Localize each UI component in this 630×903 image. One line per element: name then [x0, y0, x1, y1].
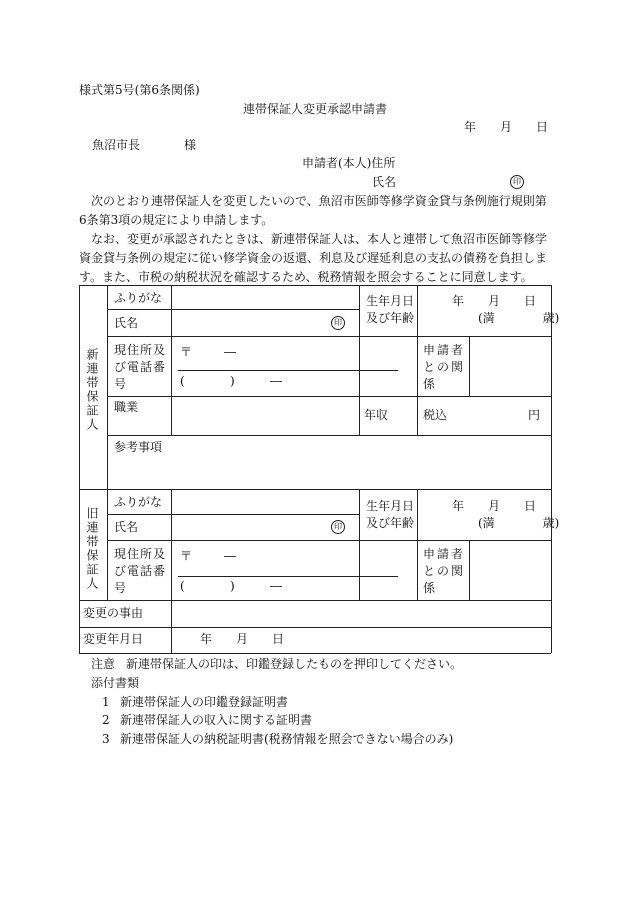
- applicant-seal-icon: 印: [510, 175, 524, 189]
- date-year: 年: [464, 120, 477, 134]
- consent-text: なお、変更が承認されたときは、新連帯保証人は、本人と連帯して魚沼市医師等修学資金貸与条例の規定に従い修学資金の返還、利息及び遅延利息の支払の債務を負担します。また、市税の納税状況を確認するため、税務情報を照会することに同意します。: [79, 232, 548, 284]
- intro-paragraph: [79, 192, 553, 230]
- attachment-text: 新連帯保証人の納税証明書(税務情報を照会できない場合のみ): [120, 732, 454, 746]
- old-postal-dash: ―: [224, 549, 236, 563]
- attachments-title: 添付書類: [91, 676, 140, 690]
- old-phone-paren-close: ): [230, 579, 235, 593]
- old-furigana-label: ふりがな: [114, 495, 163, 509]
- old-address-phone-label: 現住所及び電話番号: [114, 547, 167, 595]
- new-furigana-label: ふりがな: [114, 291, 163, 305]
- new-postal-mark: 〒: [180, 345, 193, 359]
- attachment-text: 新連帯保証人の印鑑登録証明書: [120, 695, 289, 709]
- new-income-yen: 円: [528, 408, 541, 422]
- attachment-num: 2: [102, 713, 110, 727]
- new-phone-paren-close: ): [230, 374, 235, 388]
- applicant-name-label: 氏名: [372, 175, 397, 189]
- date-day: 日: [536, 120, 549, 134]
- new-birthdate-label-1: 生年月日: [366, 294, 415, 308]
- old-age-value: (満 歳): [478, 516, 560, 530]
- new-income-label: 年収: [364, 408, 389, 422]
- attachment-num: 3: [102, 732, 110, 746]
- new-guarantor-label: 新連帯保証人: [85, 348, 99, 432]
- new-phone-paren-open: (: [180, 374, 185, 388]
- change-date-label: 変更年月日: [83, 632, 144, 646]
- new-name-seal-icon: 印: [331, 316, 345, 330]
- new-birthdate-value: 年 月 日: [452, 294, 537, 308]
- new-occupation-label: 職業: [114, 400, 139, 414]
- form-title: 連帯保証人変更承認申請書: [243, 102, 388, 116]
- old-birthdate-label-2: 及び年齢: [366, 516, 415, 530]
- new-postal-dash: ―: [224, 345, 236, 359]
- old-name-label: 氏名: [114, 520, 139, 534]
- new-tax-included-label: 税込: [423, 408, 448, 422]
- new-remarks-label: 参考事項: [114, 440, 163, 454]
- applicant-address-label: 申請者(本人)住所: [302, 156, 396, 170]
- caution-text: 新連帯保証人の印は、印鑑登録したものを押印してください。: [126, 657, 463, 671]
- new-relation-label: 申請者との関係: [423, 343, 466, 391]
- form-number: 様式第5号(第6条関係): [79, 83, 200, 97]
- date-month: 月: [500, 120, 513, 134]
- old-birthdate-value: 年 月 日: [452, 499, 537, 513]
- new-age-value: (満 歳): [478, 311, 560, 325]
- old-guarantor-label: 旧連帯保証人: [85, 507, 99, 591]
- caution-label: 注意: [91, 657, 116, 671]
- addressee: 魚沼市長: [92, 138, 141, 152]
- addressee-honorific: 様: [184, 138, 197, 152]
- new-phone-dash: ―: [270, 374, 282, 388]
- old-birthdate-label-1: 生年月日: [366, 499, 415, 513]
- old-phone-dash: ―: [270, 579, 282, 593]
- change-reason-label: 変更の事由: [83, 606, 144, 620]
- old-phone-paren-open: (: [180, 579, 185, 593]
- new-name-label: 氏名: [114, 316, 139, 330]
- intro-text: 次のとおり連帯保証人を変更したいので、魚沼市医師等修学資金貸与条例施行規則第6条第3項の規定により申請します。: [79, 194, 547, 227]
- new-address-phone-label: 現住所及び電話番号: [114, 343, 167, 391]
- old-postal-mark: 〒: [180, 549, 193, 563]
- old-name-seal-icon: 印: [331, 520, 345, 534]
- new-birthdate-label-2: 及び年齢: [366, 311, 415, 325]
- change-date-value: 年 月 日: [200, 632, 285, 646]
- consent-paragraph: [79, 230, 553, 287]
- old-relation-label: 申請者との関係: [423, 547, 466, 595]
- attachment-num: 1: [102, 695, 110, 709]
- attachment-text: 新連帯保証人の収入に関する証明書: [120, 713, 313, 727]
